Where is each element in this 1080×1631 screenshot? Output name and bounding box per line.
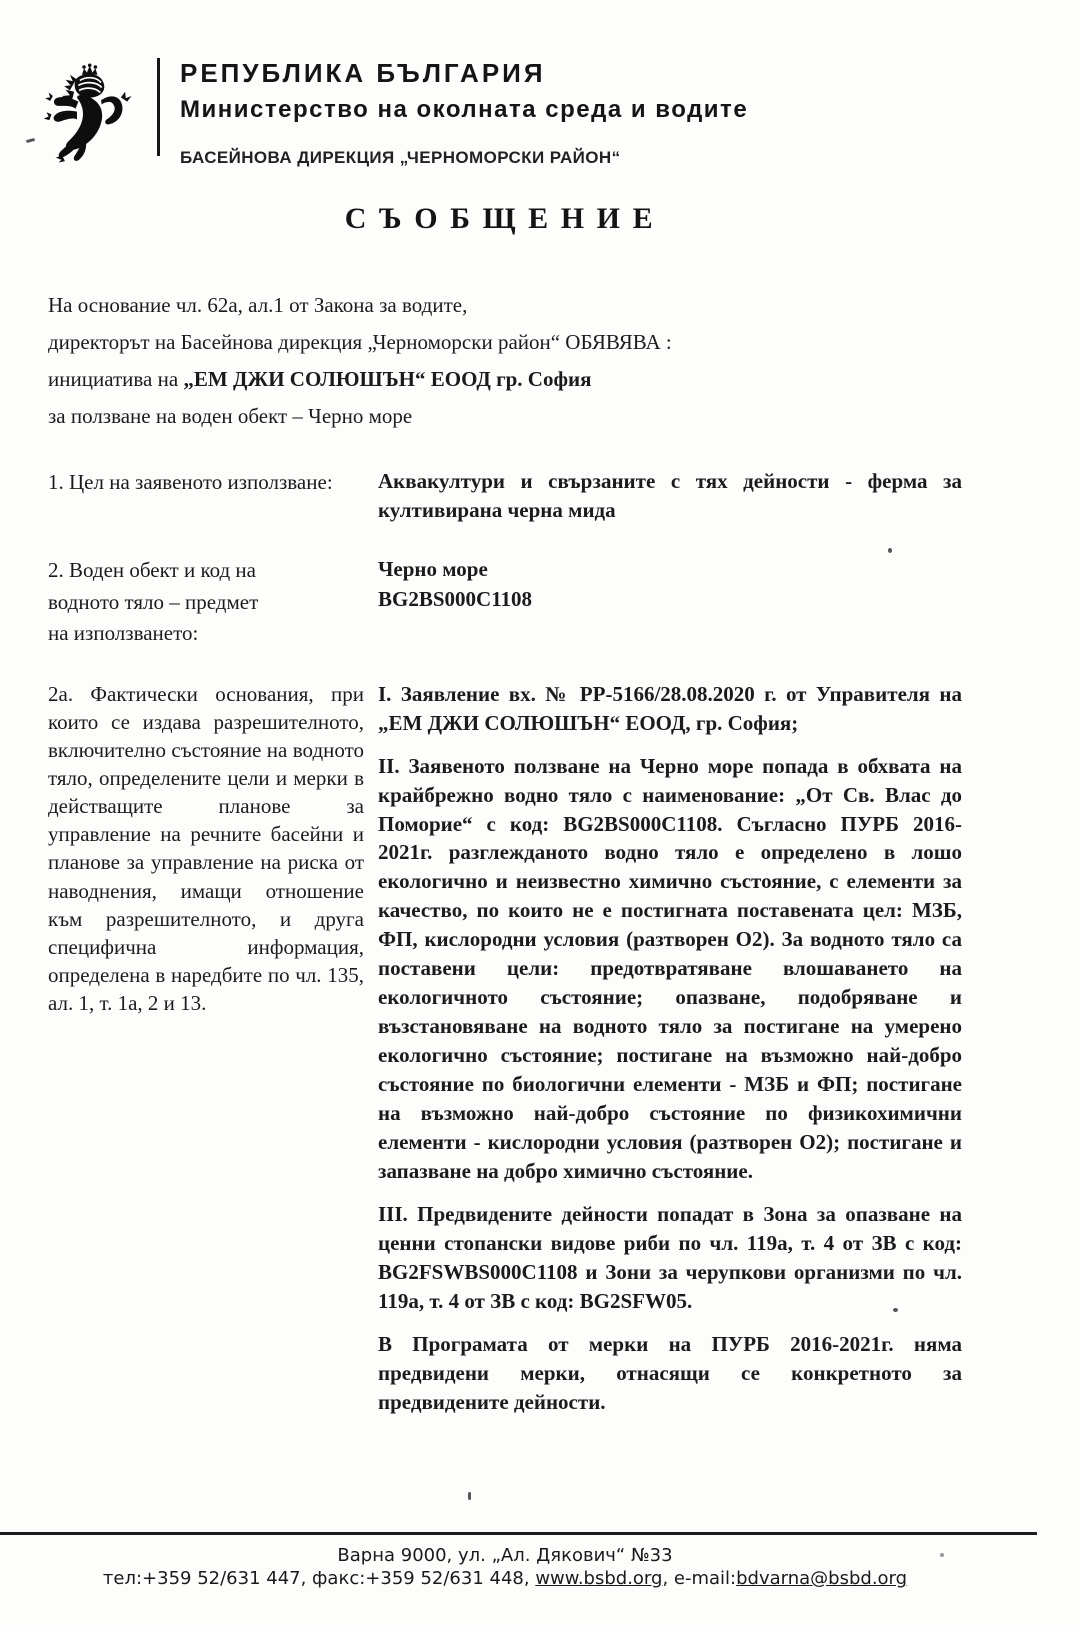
letterhead-divider [157, 58, 160, 156]
footer [0, 1544, 1010, 1590]
scan-artifact [893, 1308, 898, 1312]
item-2-label-line: 2. Воден обект и код на [48, 558, 256, 583]
intro-line-3 [48, 368, 962, 390]
intro-line-4: за ползване на воден обект – Черно море [48, 404, 413, 429]
section-I: I. Заявление вх. № РР-5166/28.08.2020 г. от Управителя на „ЕМ ДЖИ СОЛЮШЪН“ ЕООД, гр. София; [378, 681, 962, 735]
scan-artifact [26, 138, 35, 143]
item-row-water-body [48, 555, 962, 650]
letterhead [43, 50, 748, 176]
footer-website-link[interactable]: www.bsbd.org [535, 1568, 663, 1590]
document-title: СЪОБЩЕНИЕ [344, 202, 666, 235]
section-III: III. Предвидените дейности попадат в Зона за опазване на ценни стопански видове риби по чл. 119а, т. 4 от ЗВ с код: BG2FSWBS000C1108 и Зони за черупкови организми по чл. 119а, т. 4 от ЗВ с код: BG2SFW05. [378, 1202, 962, 1313]
scan-artifact [468, 1492, 471, 1500]
water-body-name: Черно море [378, 557, 488, 582]
item-2-value [378, 555, 962, 650]
item-2-label [48, 555, 378, 650]
water-body-code: BG2BS000C1108 [378, 586, 533, 611]
republic-title: РЕПУБЛИКА БЪЛГАРИЯ [180, 58, 546, 88]
item-1-value: Аквакултури и свързаните с тях дейности - ферма за култивирана черна мида [378, 469, 962, 523]
footer-email-link[interactable]: bdvarna@bsbd.org [736, 1568, 908, 1590]
footer-address: Варна 9000, ул. „Ал. Дякович“ №33 [337, 1545, 673, 1566]
scan-artifact [888, 548, 892, 553]
section-measures: В Програмата от мерки на ПУРБ 2016-2021г. няма предвидени мерки, отнасящи се конкретното за предвидените дейности. [378, 1331, 962, 1414]
scan-artifact [940, 1553, 944, 1557]
item-1-label: 1. Цел на заявеното използване: [48, 470, 333, 495]
footer-phone-fax: тел:+359 52/631 447, факс:+359 52/631 448, [102, 1568, 536, 1590]
document-body [48, 192, 962, 1447]
item-2-label-line: на използването: [48, 621, 199, 646]
item-row-grounds [48, 680, 962, 1417]
directorate-title: БАСЕЙНОВА ДИРЕКЦИЯ „ЧЕРНОМОРСКИ РАЙОН“ [180, 148, 621, 167]
intro-line-1: На основание чл. 62а, ал.1 от Закона за водите, [48, 293, 468, 317]
applicant-name: „ЕМ ДЖИ СОЛЮШЪН“ ЕООД гр. София [183, 367, 592, 392]
item-2a-value [378, 680, 962, 1417]
coat-of-arms-lion-icon [43, 50, 135, 176]
item-2-label-line: водното тяло – предмет [48, 589, 259, 614]
intro-line-3-prefix: инициатива на [48, 367, 184, 392]
intro-paragraphs [48, 294, 962, 427]
ministry-title: Министерство на околната среда и водите [180, 96, 749, 123]
footer-email-label: , e-mail: [662, 1568, 737, 1590]
section-II: II. Заявеното ползване на Черно море попада в обхвата на крайбрежно водно тяло с наименование: „От Св. Влас до Поморие“ с код: BG2BS000C1108. Съгласно ПУРБ 2016-2021г. разглежданото водно тяло е определено в лошо екологично и неизвестно химично състояние, с елементи за качество, по които не е постигната поставената цел: МЗБ, ФП, кислородни условия (разтворен О2). За водното тяло са поставени цели: предотвратяване влошаването на екологичното състояние; опазване, подобряване и възстановяване на водното тяло за постигане на умерено екологично състояние; постигане на възможно най-добро състояние по биологични елементи - МЗБ и ФП; постигане на възможно най-добро състояние по физикохимични елементи - кислородни условия (разтворен О2); постигане и запазване на добро химично състояние. [378, 753, 962, 1184]
intro-line-2: директорът на Басейнова дирекция „Черноморски район“ ОБЯВЯВА : [48, 330, 672, 355]
footer-contacts [0, 1567, 1010, 1590]
footer-rule [0, 1532, 1037, 1535]
item-2a-label: 2а. Фактически основания, при които се издава разрешителното, включително състояние на водното тяло, определените цели и мерки в действащите планове за управление на речните басейни и планове за управление на риска от наводнения, имащи отношение към разрешителното, и друга специфична информация, определена в наредбите по чл. 135, ал. 1, т. 1а, 2 и 13. [48, 681, 364, 1015]
item-row-purpose [48, 467, 962, 525]
